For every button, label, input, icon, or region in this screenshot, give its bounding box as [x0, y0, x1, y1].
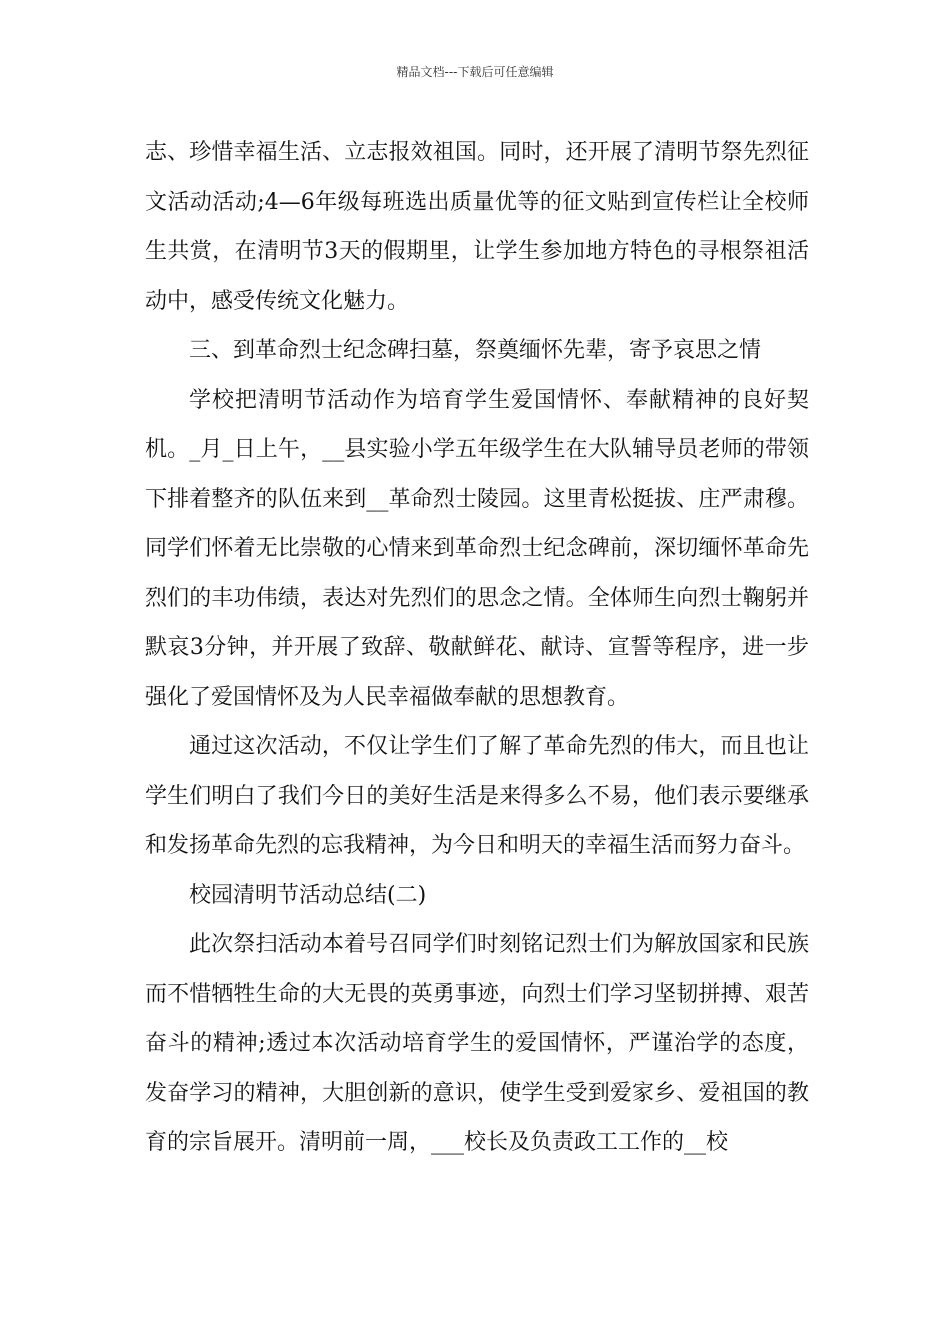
- paragraph-1: 志、珍惜幸福生活、立志报效祖国。同时，还开展了清明节祭先烈征文活动活动;4—6年级每班选出质量优等的征文贴到宣传栏让全校师生共赏，在清明节3天的假期里，让学生参加地方特色的寻根祭祖活动中，感受传统文化魅力。: [145, 140, 809, 314]
- paragraph-4: 此次祭扫活动本着号召同学们时刻铭记烈士们为解放国家和民族而不惜牺牲生命的大无畏的英勇事迹，向烈士们学习坚韧拼搏、艰苦奋斗的精神;透过本次活动培育学生的爱国情怀，严谨治学的态度，发奋学习的精神，大胆创新的意识，使学生受到爱家乡、爱祖国的教育的宗旨展开。清明前一周，___校长及负责政工工作的__校: [145, 932, 809, 1155]
- section-heading-3: 三、到革命烈士纪念碑扫墓，祭奠缅怀先辈，寄予哀思之情: [189, 338, 762, 363]
- page-header: 精品文档---下载后可任意编辑: [396, 65, 554, 79]
- paragraph-2: 学校把清明节活动作为培育学生爱国情怀、奉献精神的良好契机。_月_日上午，__县实验小学五年级学生在大队辅导员老师的带领下排着整齐的队伍来到__革命烈士陵园。这里青松挺拔、庄严肃穆。同学们怀着无比崇敬的心情来到革命烈士纪念碑前，深切缅怀革命先烈们的丰功伟绩，表达对先烈们的思念之情。全体师生向烈士鞠躬并默哀3分钟，并开展了致辞、敬献鲜花、献诗、宣誓等程序，进一步强化了爱国情怀及为人民幸福做奉献的思想教育。: [145, 387, 809, 710]
- paragraph-3: 通过这次活动，不仅让学生们了解了革命先烈的伟大，而且也让学生们明白了我们今日的美好生活是来得多么不易，他们表示要继承和发扬革命先烈的忘我精神，为今日和明天的幸福生活而努力奋斗。: [145, 734, 809, 858]
- section-title-2: 校园清明节活动总结(二): [189, 882, 427, 908]
- document-body: [145, 128, 809, 1168]
